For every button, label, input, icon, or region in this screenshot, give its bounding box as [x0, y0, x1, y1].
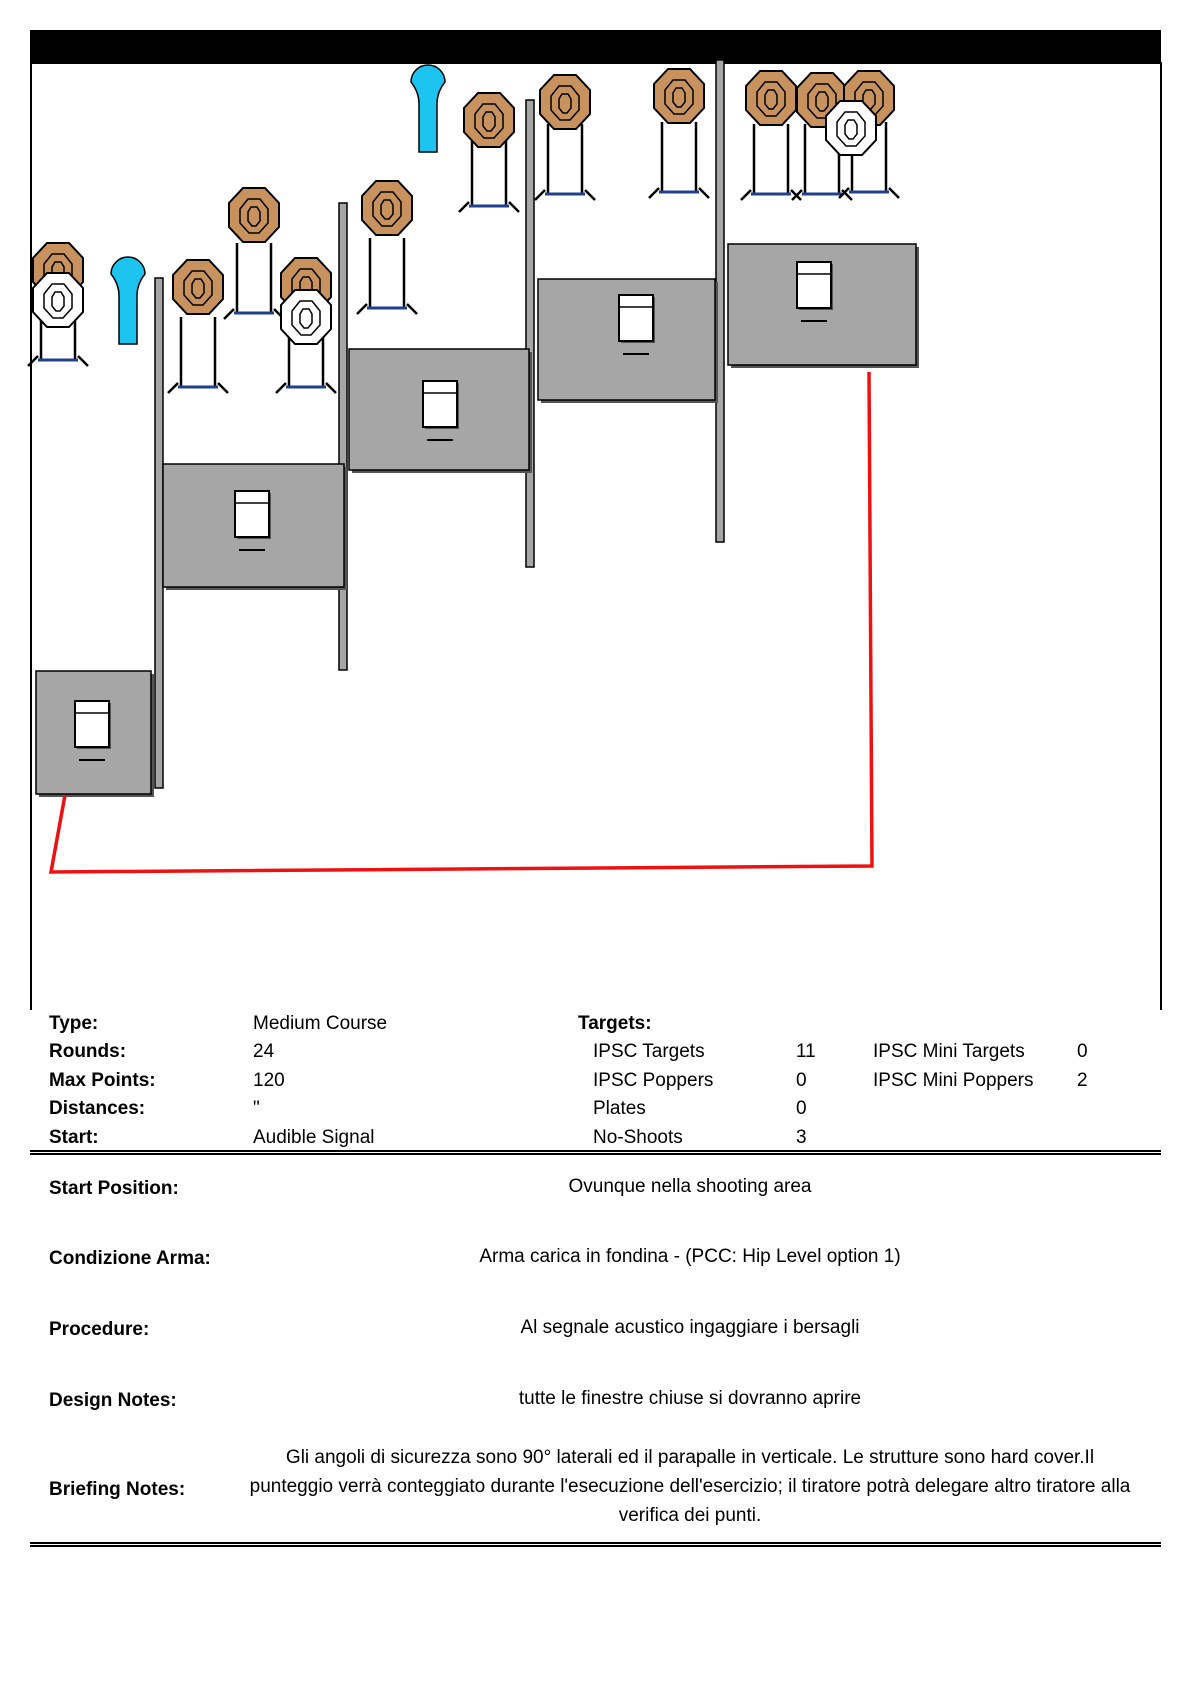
- max-points-label: Max Points:: [49, 1070, 156, 1091]
- wall-1: [155, 278, 163, 788]
- distances-value: ": [253, 1098, 260, 1119]
- ipsc-mini-poppers-label: IPSC Mini Poppers: [873, 1070, 1034, 1091]
- target-stand: [649, 122, 709, 198]
- start-value: Audible Signal: [253, 1127, 375, 1148]
- rounds-value: 24: [253, 1041, 275, 1062]
- no-shoot-icon: [281, 290, 331, 344]
- briefing-notes-value: Gli angoli di sicurezza sono 90° laterali ed il parapalle in verticale. Le strutture sono hard cover.Il punteggio verrà conteggiato durante l'esecuzione dell'esercizio; il tiratore potrà delegare altro tiratore alla verifica dei punti.: [249, 1447, 1131, 1526]
- ipsc-poppers-count: 0: [796, 1070, 807, 1091]
- target-stand: [741, 124, 801, 200]
- start-position-label: Start Position:: [49, 1178, 179, 1199]
- ipsc-mini-targets-count: 0: [1077, 1041, 1088, 1062]
- ipsc-target-icon: [229, 188, 279, 242]
- ipsc-target-icon: [746, 71, 796, 125]
- ipsc-target-icon: [173, 260, 223, 314]
- ipsc-target-icon: [540, 75, 590, 129]
- design-notes-label: Design Notes:: [49, 1390, 177, 1411]
- mini-popper-icon: [111, 257, 145, 344]
- wall-3: [526, 100, 534, 567]
- target-stand: [168, 317, 228, 393]
- type-label: Type:: [49, 1013, 99, 1034]
- ipsc-target-icon: [464, 93, 514, 147]
- no-shoot-icon: [33, 273, 83, 327]
- ipsc-targets-count: 11: [796, 1041, 816, 1062]
- target-stand: [224, 243, 284, 319]
- wall-2: [339, 203, 347, 670]
- briefing-notes-label: Briefing Notes:: [49, 1479, 186, 1500]
- targets-heading: Targets:: [578, 1013, 652, 1034]
- ipsc-mini-targets-label: IPSC Mini Targets: [873, 1041, 1025, 1062]
- no-shoots-label: No-Shoots: [593, 1127, 683, 1148]
- separator-top: [30, 1150, 1161, 1155]
- rounds-label: Rounds:: [49, 1041, 127, 1062]
- no-shoot-icon: [826, 101, 876, 155]
- ipsc-target-icon: [362, 181, 412, 235]
- condizione-arma-value: Arma carica in fondina - (PCC: Hip Level option 1): [479, 1246, 901, 1267]
- ipsc-poppers-label: IPSC Poppers: [593, 1070, 714, 1091]
- procedure-label: Procedure:: [49, 1319, 150, 1340]
- start-label: Start:: [49, 1127, 99, 1148]
- separator-bottom: [30, 1542, 1161, 1547]
- procedure-value: Al segnale acustico ingaggiare i bersagli: [520, 1317, 860, 1338]
- mini-popper-icon: [411, 65, 445, 152]
- start-position-value: Ovunque nella shooting area: [568, 1176, 812, 1197]
- distances-label: Distances:: [49, 1098, 146, 1119]
- ipsc-mini-poppers-count: 2: [1077, 1070, 1088, 1091]
- target-stand: [535, 124, 595, 200]
- plates-count: 0: [796, 1098, 807, 1119]
- max-points-value: 120: [253, 1070, 285, 1091]
- no-shoots-count: 3: [796, 1127, 807, 1148]
- ipsc-targets-label: IPSC Targets: [593, 1041, 705, 1062]
- plates-label: Plates: [593, 1098, 646, 1119]
- design-notes-value: tutte le finestre chiuse si dovranno aprire: [518, 1388, 862, 1409]
- target-stand: [357, 238, 417, 314]
- ipsc-target-icon: [654, 69, 704, 123]
- type-value: Medium Course: [253, 1013, 388, 1034]
- condizione-arma-label: Condizione Arma:: [49, 1248, 211, 1269]
